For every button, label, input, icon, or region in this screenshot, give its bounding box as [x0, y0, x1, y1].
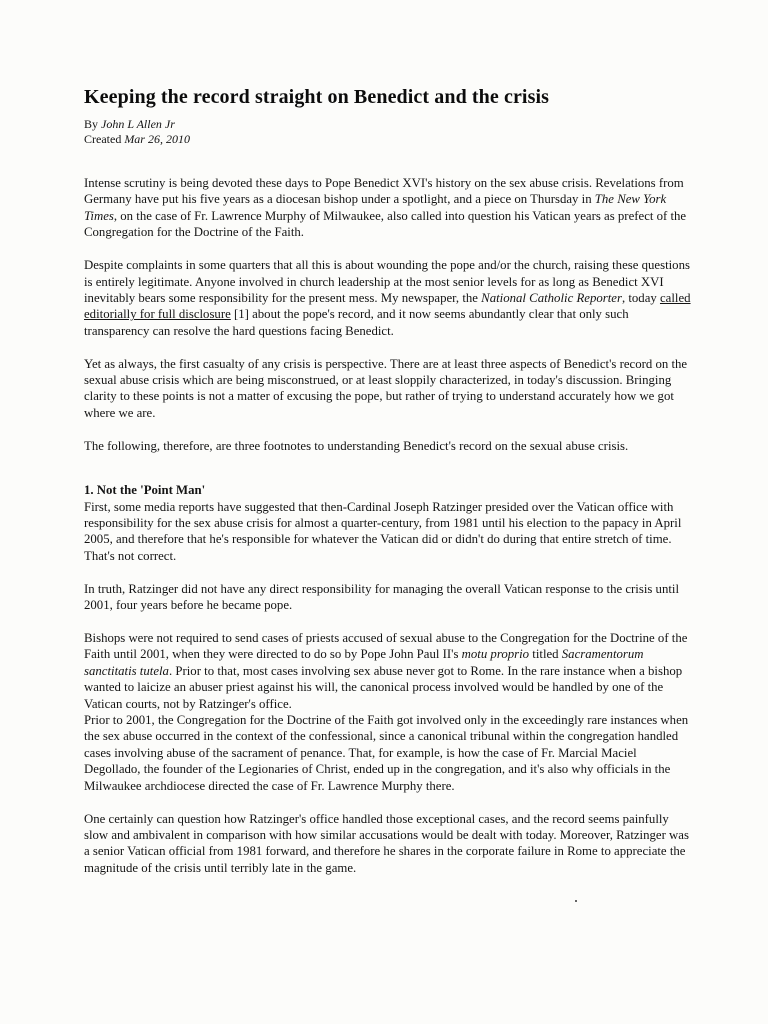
section-heading: 1. Not the 'Point Man': [84, 483, 206, 498]
paragraph-4: The following, therefore, are three footnotes to understanding Benedict's record on the sexual abuse crisis.: [84, 438, 629, 453]
paragraph-2: Despite complaints in some quarters that all this is about wounding the pope and/or the church, raising these questions is entirely legitimate. Anyone involved in church leadership at the most senior levels for as long as Benedict XVI inevitably bears some responsibility for the present mess. My newspaper, the National Catholic Reporter, today called editorially for full disclosure [1] about the pope's record, and it now seems abundantly clear that only such transparency can resolve the hard questions facing Benedict.: [84, 258, 691, 338]
paragraph-1: Intense scrutiny is being devoted these days to Pope Benedict XVI's history on the sex abuse crisis. Revelations from Germany have put his five years as a diocesan bishop under a spotlight, and a piece on Thursday in The New York Times, on the case of Fr. Lawrence Murphy of Milwaukee, also called into question his Vatican years as prefect of the Congregation for the Doctrine of the Faith.: [84, 176, 687, 240]
scan-speck: [575, 900, 577, 902]
paragraph-3: Yet as always, the first casualty of any crisis is perspective. There are at least three aspects of Benedict's record on the sexual abuse crisis which are being misconstrued, or at least sloppily characterized, in today's discussion. Bringing clarity to these points is not a matter of excusing the pope, but rather of trying to understand accurately how we got where we are.: [84, 356, 688, 420]
byline-prefix: By: [84, 117, 102, 131]
section-1-paragraph: First, some media reports have suggested that then-Cardinal Joseph Ratzinger presided over the Vatican office with responsibility for the sex abuse crisis for almost a quarter-century, from 1981 until his election to the papacy in April 2005, and therefore that he's responsible for whatever the Vatican did or didn't do during that entire stretch of time. That's not correct.: [84, 499, 682, 563]
motu-proprio: motu proprio: [461, 647, 530, 662]
paragraph-7: Prior to 2001, the Congregation for the Doctrine of the Faith got involved only in the exceedingly rare instances when the sex abuse occurred in the context of the confessional, since a canonical tribunal within the congregation handled cases involving abuse of the sacrament of penance. That, for example, is how the case of Fr. Marcial Maciel Degollado, the founder of the Legionaries of Christ, ended up in the congregation, and it's also why officials in the Milwaukee archdiocese directed the case of Fr. Lawrence Murphy there.: [84, 713, 689, 793]
paragraph-5: In truth, Ratzinger did not have any direct responsibility for managing the overall Vatican response to the crisis until 2001, four years before he became pope.: [84, 581, 680, 613]
author-name: John L Allen Jr: [101, 117, 175, 131]
created-date: Mar 26, 2010: [124, 132, 190, 146]
created-prefix: Created: [84, 132, 125, 146]
article-title: Keeping the record straight on Benedict and the crisis: [84, 86, 549, 108]
article-meta: [84, 117, 694, 147]
paragraph-6: Bishops were not required to send cases of priests accused of sexual abuse to the Congregation for the Doctrine of the Faith until 2001, when they were directed to do so by Pope John Paul II's motu proprio titled Sacramentorum sanctitatis tutela. Prior to that, most cases involving sex abuse never got to Rome. In the rare instance when a bishop wanted to laicize an abuser priest against his will, the canonical process involved would be handled by one of the Vatican courts, not by Ratzinger's office.: [84, 631, 688, 711]
ncr-title: National Catholic Reporter: [481, 290, 622, 305]
nyt-title: The New York Times: [84, 192, 667, 223]
paragraph-8: One certainly can question how Ratzinger's office handled those exceptional cases, and the record seems painfully slow and ambivalent in comparison with how similar accusations would be dealt with today. Moreover, Ratzinger was a senior Vatican official from 1981 forward, and therefore he shares in the corporate failure in Rome to appreciate the magnitude of the crisis until terribly late in the game.: [84, 811, 689, 875]
byline: [84, 117, 694, 132]
editorial-link[interactable]: called editorially for full disclosure: [84, 290, 691, 322]
article-body: [84, 84, 694, 876]
section-1: [84, 482, 694, 564]
document-title: Sacramentorum sanctitatis tutela: [84, 647, 644, 678]
created-line: [84, 132, 694, 147]
